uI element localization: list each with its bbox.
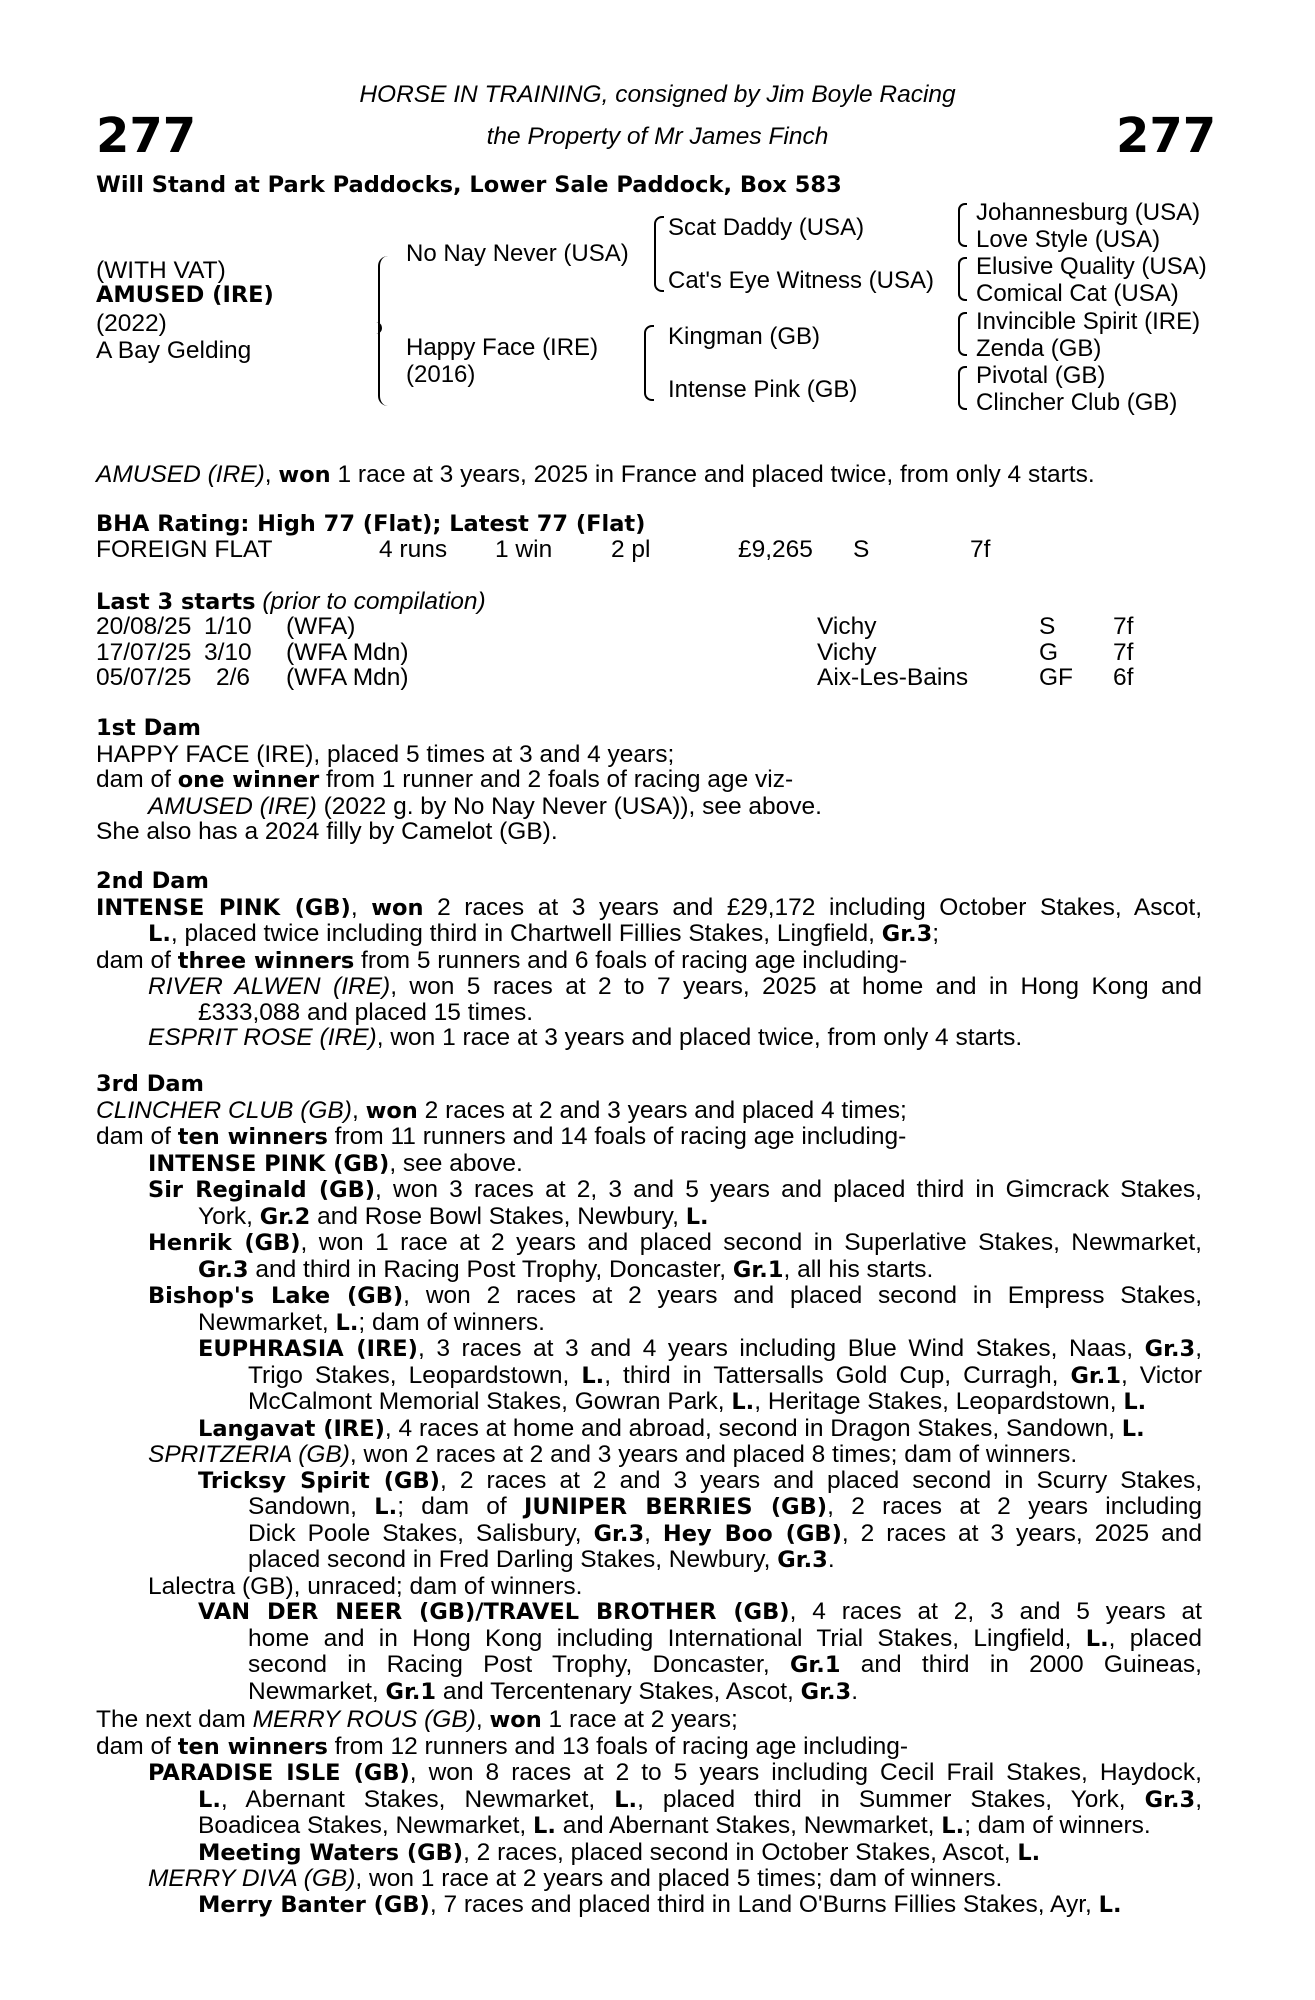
third-dam-foal-line: Sir Reginald (GB), won 3 races at 2, 3 and 5 years and placed third in Gimcrack Stakes, xyxy=(148,1176,1202,1203)
start-distance: 7f xyxy=(1113,613,1134,640)
ggp-1: Johannesburg (USA) xyxy=(976,199,1201,226)
start-course: Vichy xyxy=(817,613,877,640)
next-dam-foal-line: PARADISE ISLE (GB), won 8 races at 2 to 5 years including Cecil Frail Stakes, Haydock, xyxy=(148,1759,1202,1786)
rating-wins: 1 win xyxy=(495,536,553,563)
third-dam-foal-line: Gr.3 and third in Racing Post Trophy, Doncaster, Gr.1, all his starts. xyxy=(198,1255,934,1283)
horse-description: A Bay Gelding xyxy=(96,337,252,364)
sale-title: HORSE IN TRAINING, consigned by Jim Boyle Racing xyxy=(359,81,956,108)
ggp-7: Pivotal (GB) xyxy=(976,362,1106,389)
next-dam-section xyxy=(96,1707,1202,1918)
third-dam-foal-line: Henrik (GB), won 1 race at 2 years and placed second in Superlative Stakes, Newmarket, xyxy=(148,1229,1202,1256)
third-dam-foal-line: INTENSE PINK (GB), see above. xyxy=(148,1149,523,1177)
dam-sire-name: Kingman (GB) xyxy=(668,323,821,350)
rating-distance: 7f xyxy=(970,536,991,563)
horse-name: AMUSED (IRE) xyxy=(96,282,274,308)
third-dam-foal-line: Bishop's Lake (GB), won 2 races at 2 years and placed second in Empress Stakes, xyxy=(148,1282,1202,1309)
third-dam-foal-line: SPRITZERIA (GB), won 2 races at 2 and 3 years and placed 8 times; dam of winners. xyxy=(148,1441,1078,1468)
rating-runs: 4 runs xyxy=(379,536,448,563)
next-dam-produce-line: dam of ten winners from 12 runners and 13 foals of racing age including- xyxy=(96,1732,909,1760)
lot-number-left: 277 xyxy=(96,108,197,164)
first-dam-section xyxy=(96,716,1202,845)
start-distance: 7f xyxy=(1113,639,1134,666)
third-dam-heading: 3rd Dam xyxy=(96,1071,204,1097)
start-race: (WFA Mdn) xyxy=(286,639,409,666)
third-dam-foal-line: Dick Poole Stakes, Salisbury, Gr.3, Hey Boo (GB), 2 races at 3 years, 2025 and xyxy=(248,1519,1202,1547)
third-dam-foal-line: Langavat (IRE), 4 races at home and abroad, second in Dragon Stakes, Sandown, L. xyxy=(198,1414,1145,1442)
vat-label: (WITH VAT) xyxy=(96,257,226,284)
second-dam-foal-line: RIVER ALWEN (IRE), won 5 races at 2 to 7 years, 2025 at home and in Hong Kong and xyxy=(148,973,1202,1000)
start-race: (WFA Mdn) xyxy=(286,664,409,691)
third-dam-foal-line: Tricksy Spirit (GB), 2 races at 2 and 3 years and placed second in Scurry Stakes, xyxy=(198,1466,1202,1494)
first-dam-heading: 1st Dam xyxy=(96,715,201,741)
start-position: 3/10 xyxy=(204,639,252,666)
ggp-6: Zenda (GB) xyxy=(976,335,1102,362)
third-dam-line: CLINCHER CLUB (GB), won 2 races at 2 and 3 years and placed 4 times; xyxy=(96,1096,907,1124)
sire-sire-name: Scat Daddy (USA) xyxy=(668,214,865,241)
rating-placed: 2 pl xyxy=(611,536,651,563)
second-dam-section xyxy=(96,869,1202,1051)
ggp-4: Comical Cat (USA) xyxy=(976,280,1179,307)
third-dam-foal-line: EUPHRASIA (IRE), 3 races at 3 and 4 years including Blue Wind Stakes, Naas, Gr.3, xyxy=(198,1335,1202,1362)
ggp-8: Clincher Club (GB) xyxy=(976,389,1178,416)
rating-category: FOREIGN FLAT xyxy=(96,536,273,563)
ggp-5: Invincible Spirit (IRE) xyxy=(976,308,1201,335)
rating-going: S xyxy=(853,536,870,563)
property-line: the Property of Mr James Finch xyxy=(486,123,829,150)
start-going: G xyxy=(1039,639,1059,666)
bha-rating-heading: BHA Rating: High 77 (Flat); Latest 77 (Flat) xyxy=(96,511,646,537)
third-dam-foal-line: Newmarket, L.; dam of winners. xyxy=(198,1308,545,1336)
first-dam-produce-line: dam of one winner from 1 runner and 2 foals of racing age viz- xyxy=(96,766,794,793)
summary-horse-name: AMUSED (IRE) xyxy=(96,461,265,488)
third-dam-foal-line: Trigo Stakes, Leopardstown, L., third in Tattersalls Gold Cup, Curragh, Gr.1, Victor xyxy=(248,1361,1202,1389)
dam-name: Happy Face (IRE) xyxy=(406,334,599,361)
third-dam-section xyxy=(96,1072,1202,1705)
stand-line: Will Stand at Park Paddocks, Lower Sale Paddock, Box 583 xyxy=(96,172,842,198)
dam-year: (2016) xyxy=(406,361,476,388)
start-course: Aix-Les-Bains xyxy=(817,664,969,691)
third-dam-produce-line: dam of ten winners from 11 runners and 14 foals of racing age including- xyxy=(96,1123,907,1150)
sire-dam-name: Cat's Eye Witness (USA) xyxy=(668,267,934,294)
horse-year: (2022) xyxy=(96,310,167,337)
third-dam-foal-line: placed second in Fred Darling Stakes, Newbury, Gr.3. xyxy=(248,1546,835,1573)
start-date: 05/07/25 xyxy=(96,664,192,691)
next-dam-foal-line: Boadicea Stakes, Newmarket, L. and Abernant Stakes, Newmarket, L.; dam of winners. xyxy=(198,1812,1151,1839)
race-summary: AMUSED (IRE), won 1 race at 3 years, 2025 in France and placed twice, from only 4 starts. xyxy=(96,461,1095,488)
second-dam-line: INTENSE PINK (GB), won 2 races at 3 years and £29,172 including October Stakes, Ascot, xyxy=(96,893,1202,921)
rating-earnings: £9,265 xyxy=(738,536,813,563)
start-date: 20/08/25 xyxy=(96,613,192,640)
ggp-2: Love Style (USA) xyxy=(976,226,1161,253)
start-position: 1/10 xyxy=(204,613,252,640)
start-date: 17/07/25 xyxy=(96,639,192,666)
third-dam-foal-line: Sandown, L.; dam of JUNIPER BERRIES (GB), 2 races at 2 years including xyxy=(248,1493,1203,1520)
second-dam-produce-line: dam of three winners from 5 runners and 6 foals of racing age including- xyxy=(96,946,908,974)
first-dam-foal-line: AMUSED (IRE) (2022 g. by No Nay Never (USA)), see above. xyxy=(148,792,822,820)
start-course: Vichy xyxy=(817,639,877,666)
first-dam-line: HAPPY FACE (IRE), placed 5 times at 3 and 4 years; xyxy=(96,740,675,768)
third-dam-foal-line: York, Gr.2 and Rose Bowl Stakes, Newbury, L. xyxy=(198,1202,709,1230)
next-dam-foal-line: Merry Banter (GB), 7 races and placed third in Land O'Burns Fillies Stakes, Ayr, L. xyxy=(198,1890,1122,1918)
next-dam-foal-line: L., Abernant Stakes, Newmarket, L., placed third in Summer Stakes, York, Gr.3, xyxy=(198,1785,1202,1813)
third-dam-foal-line: second in Racing Post Trophy, Doncaster, Gr.1 and third in 2000 Guineas, xyxy=(248,1651,1202,1678)
last-starts-title: Last 3 starts xyxy=(96,589,256,615)
second-dam-line: L., placed twice including third in Chartwell Fillies Stakes, Lingfield, Gr.3; xyxy=(148,920,940,947)
next-dam-line: The next dam MERRY ROUS (GB), won 1 race at 2 years; xyxy=(96,1706,738,1733)
next-dam-foal-line: Meeting Waters (GB), 2 races, placed second in October Stakes, Ascot, L. xyxy=(198,1838,1041,1866)
start-race: (WFA) xyxy=(286,613,356,640)
ggp-3: Elusive Quality (USA) xyxy=(976,253,1207,280)
second-dam-foal-line: £333,088 and placed 15 times. xyxy=(198,998,534,1026)
sire-name: No Nay Never (USA) xyxy=(406,240,629,267)
second-dam-foal-line: ESPRIT ROSE (IRE), won 1 race at 3 years and placed twice, from only 4 starts. xyxy=(148,1024,1023,1051)
last-starts-note: (prior to compilation) xyxy=(255,588,486,615)
start-distance: 6f xyxy=(1113,664,1134,691)
third-dam-foal-line: VAN DER NEER (GB)/TRAVEL BROTHER (GB), 4 races at 2, 3 and 5 years at xyxy=(198,1598,1202,1625)
dam-dam-name: Intense Pink (GB) xyxy=(668,376,858,403)
last-starts-heading xyxy=(96,589,486,616)
start-position: 2/6 xyxy=(216,664,251,691)
summary-won: won xyxy=(278,462,331,488)
second-dam-heading: 2nd Dam xyxy=(96,868,209,894)
third-dam-foal-line: home and in Hong Kong including International Trial Stakes, Lingfield, L., placed xyxy=(248,1624,1202,1652)
third-dam-foal-line: McCalmont Memorial Stakes, Gowran Park, L., Heritage Stakes, Leopardstown, L. xyxy=(248,1388,1147,1415)
next-dam-foal-line: MERRY DIVA (GB), won 1 race at 2 years and placed 5 times; dam of winners. xyxy=(148,1865,1003,1892)
start-going: GF xyxy=(1039,664,1074,691)
summary-text: 1 race at 3 years, 2025 in France and placed twice, from only 4 starts. xyxy=(330,461,1095,488)
start-going: S xyxy=(1039,613,1056,640)
third-dam-foal-line: Lalectra (GB), unraced; dam of winners. xyxy=(148,1572,583,1600)
first-dam-note: She also has a 2024 filly by Camelot (GB). xyxy=(96,818,558,845)
third-dam-foal-line: Newmarket, Gr.1 and Tercentenary Stakes, Ascot, Gr.3. xyxy=(248,1677,858,1705)
lot-number-right: 277 xyxy=(1116,108,1217,164)
